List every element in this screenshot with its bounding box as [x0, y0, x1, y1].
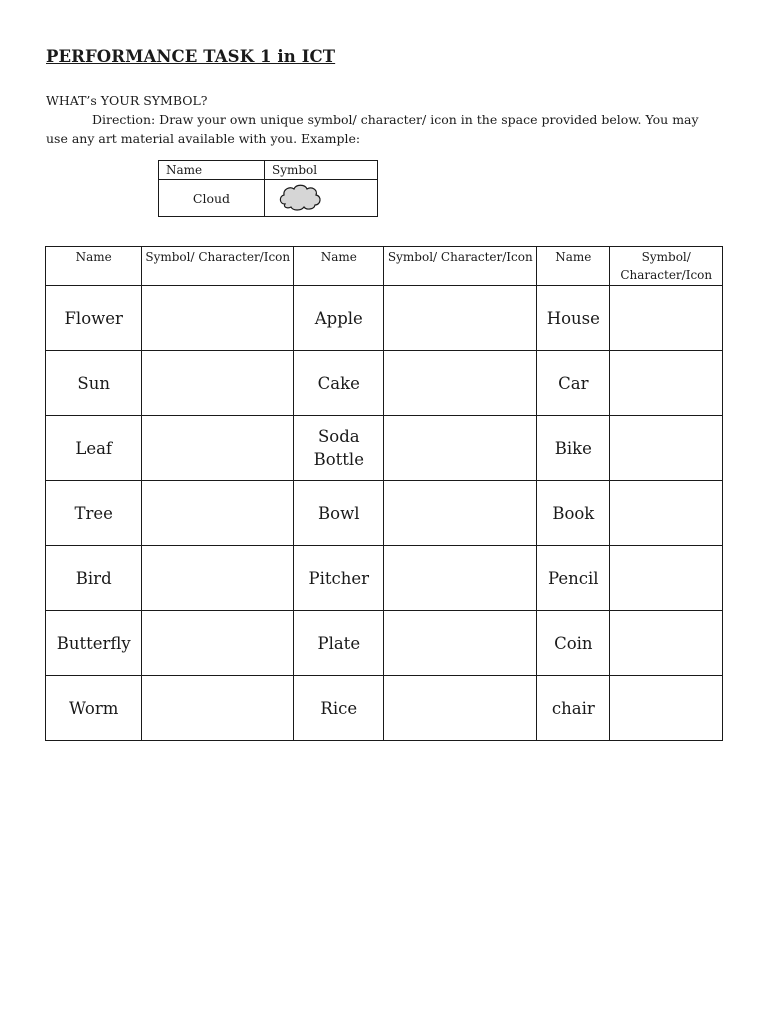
example-header-row	[159, 161, 378, 180]
symbol-drawing-cell[interactable]	[384, 546, 537, 611]
symbol-drawing-cell[interactable]	[610, 611, 723, 676]
item-name: Pitcher	[294, 546, 384, 611]
item-name: Bird	[46, 546, 142, 611]
symbol-drawing-cell[interactable]	[384, 351, 537, 416]
symbol-worksheet-table	[45, 246, 723, 741]
symbol-drawing-cell[interactable]	[384, 676, 537, 741]
symbol-drawing-cell[interactable]	[384, 611, 537, 676]
item-name: chair	[537, 676, 610, 741]
symbol-drawing-cell[interactable]	[142, 481, 294, 546]
table-row	[46, 611, 723, 676]
symbol-drawing-cell[interactable]	[142, 416, 294, 481]
header-symbol: Symbol/ Character/Icon	[610, 247, 723, 286]
item-name: Plate	[294, 611, 384, 676]
cloud-icon	[277, 182, 323, 212]
item-name: Book	[537, 481, 610, 546]
example-name-cell: Cloud	[159, 180, 265, 217]
item-name: Rice	[294, 676, 384, 741]
header-name: Name	[537, 247, 610, 286]
symbol-drawing-cell[interactable]	[610, 416, 723, 481]
item-name: Pencil	[537, 546, 610, 611]
item-name: Sun	[46, 351, 142, 416]
item-name: Car	[537, 351, 610, 416]
item-name: House	[537, 286, 610, 351]
example-row	[159, 180, 378, 217]
symbol-drawing-cell[interactable]	[142, 546, 294, 611]
symbol-drawing-cell[interactable]	[384, 416, 537, 481]
table-header-row	[46, 247, 723, 286]
table-row	[46, 351, 723, 416]
example-header-name: Name	[159, 161, 265, 180]
item-name: Flower	[46, 286, 142, 351]
item-name: Worm	[46, 676, 142, 741]
example-symbol-cell	[264, 180, 377, 217]
section-subtitle: WHAT’s YOUR SYMBOL?	[46, 93, 208, 108]
item-name: Coin	[537, 611, 610, 676]
direction-text: Direction: Draw your own unique symbol/ character/ icon in the space provided below. You may use any art material available with you. Example:	[46, 112, 699, 146]
header-name: Name	[46, 247, 142, 286]
table-row	[46, 676, 723, 741]
page-title: PERFORMANCE TASK 1 in ICT	[46, 47, 336, 66]
table-row	[46, 286, 723, 351]
symbol-drawing-cell[interactable]	[142, 611, 294, 676]
example-header-symbol: Symbol	[264, 161, 377, 180]
symbol-drawing-cell[interactable]	[610, 351, 723, 416]
symbol-drawing-cell[interactable]	[610, 546, 723, 611]
symbol-drawing-cell[interactable]	[384, 286, 537, 351]
item-name: Butterfly	[46, 611, 142, 676]
item-name: Bowl	[294, 481, 384, 546]
example-table	[158, 160, 378, 217]
symbol-drawing-cell[interactable]	[610, 286, 723, 351]
table-row	[46, 546, 723, 611]
symbol-drawing-cell[interactable]	[142, 351, 294, 416]
header-symbol: Symbol/ Character/Icon	[142, 247, 294, 286]
table-row	[46, 481, 723, 546]
header-name: Name	[294, 247, 384, 286]
symbol-drawing-cell[interactable]	[142, 676, 294, 741]
item-name: Apple	[294, 286, 384, 351]
item-name: Soda Bottle	[294, 416, 384, 481]
symbol-drawing-cell[interactable]	[142, 286, 294, 351]
item-name: Tree	[46, 481, 142, 546]
item-name: Leaf	[46, 416, 142, 481]
item-name: Bike	[537, 416, 610, 481]
header-symbol: Symbol/ Character/Icon	[384, 247, 537, 286]
item-name: Cake	[294, 351, 384, 416]
symbol-drawing-cell[interactable]	[610, 676, 723, 741]
table-row	[46, 416, 723, 481]
symbol-drawing-cell[interactable]	[384, 481, 537, 546]
symbol-drawing-cell[interactable]	[610, 481, 723, 546]
